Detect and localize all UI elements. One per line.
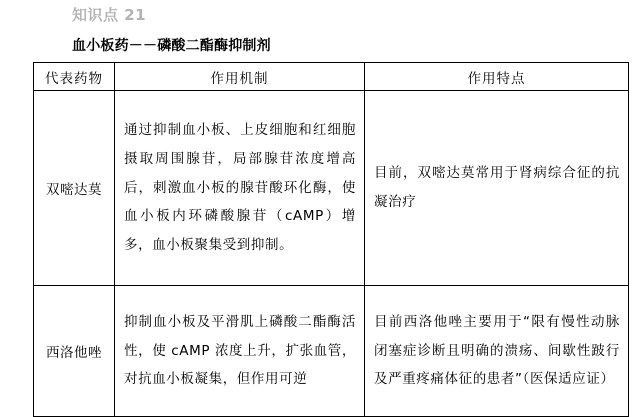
table-header-row bbox=[34, 63, 629, 91]
section-title: 血小板药－－磷酸二酯酶抑制剂 bbox=[72, 38, 271, 54]
knowledge-point-label: 知识点 21 bbox=[72, 6, 147, 24]
table-row bbox=[34, 286, 629, 417]
column-header-drug: 代表药物 bbox=[34, 63, 115, 91]
drug-name-cell: 西洛他唑 bbox=[34, 286, 115, 417]
mechanism-cell: 通过抑制血小板、上皮细胞和红细胞摄取周围腺苷，局部腺苷浓度增高后，刺激血小板的腺苷酸环化酶，使血小板内环磷酸腺苷（cAMP）增多，血小板聚集受到抑制。 bbox=[115, 91, 365, 286]
drug-table bbox=[33, 62, 629, 417]
drug-name-cell: 双嘧达莫 bbox=[34, 91, 115, 286]
mechanism-cell: 抑制血小板及平滑肌上磷酸二酯酶活性，使 cAMP 浓度上升，扩张血管，对抗血小板凝集，但作用可逆 bbox=[115, 286, 365, 417]
features-cell: 目前西洛他唑主要用于“限有慢性动脉闭塞症诊断且明确的溃疡、间歇性跛行及严重疼痛体征的患者”（医保适应证） bbox=[365, 286, 629, 417]
column-header-mechanism: 作用机制 bbox=[115, 63, 365, 91]
table-row bbox=[34, 91, 629, 286]
column-header-features: 作用特点 bbox=[365, 63, 629, 91]
features-cell: 目前，双嘧达莫常用于肾病综合征的抗凝治疗 bbox=[365, 91, 629, 286]
